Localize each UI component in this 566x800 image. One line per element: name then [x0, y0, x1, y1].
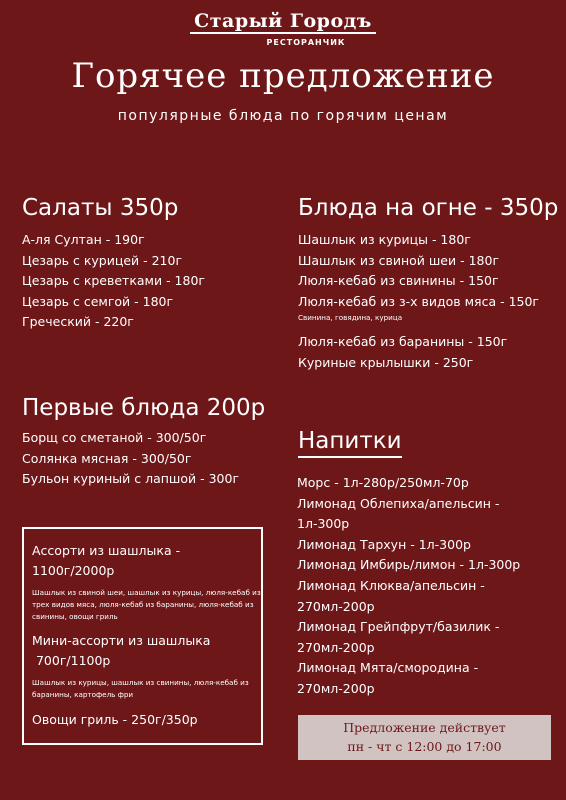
- mini-assorti-title: Мини-ассорти из шашлыка: [32, 633, 211, 648]
- list-item: Цезарь с семгой - 180г: [22, 293, 174, 309]
- list-item: Лимонад Мята/смородина -: [297, 660, 479, 676]
- list-item: Лимонад Тархун - 1л-300р: [297, 536, 471, 552]
- salads-list: [22, 230, 205, 333]
- offer-box: [298, 715, 551, 760]
- assorti-title: Ассорти из шашлыка - 1100г/2000р: [32, 543, 181, 578]
- list-item: Шашлык из свиной шеи - 180г: [298, 252, 500, 268]
- list-item: Лимонад Клюква/апельсин -: [297, 577, 485, 593]
- list-item: Лимонад Имбирь/лимон - 1л-300р: [297, 557, 521, 573]
- list-item: Люля-кебаб из баранины - 150г: [298, 334, 508, 349]
- list-item: Люля-кебаб из з-х видов мяса - 150г: [298, 293, 539, 309]
- grill-list: [298, 230, 539, 323]
- drinks-title-text: Напитки: [298, 428, 402, 458]
- first-courses-list: [22, 428, 239, 490]
- brand-name: Старый Городъ: [190, 10, 376, 34]
- combo-box: [22, 527, 263, 745]
- list-item: Шашлык из курицы - 180г: [298, 232, 471, 247]
- list-item: Борщ со сметаной - 300/50г: [22, 430, 207, 445]
- salads-title: Салаты 350р: [22, 195, 179, 221]
- mini-assorti-note: Шашлык из курицы, шашлык из свинины, люля-кебаб из баранины, картофель фри: [32, 678, 249, 699]
- grill-title: Блюда на огне - 350р: [298, 195, 559, 221]
- list-item: Лимонад Облепиха/апельсин -: [297, 495, 500, 511]
- list-item: Бульон куриный с лапшой - 300г: [22, 471, 240, 487]
- page-title: Горячее предложение: [71, 56, 495, 96]
- page-subtitle: популярные блюда по горячим ценам: [117, 108, 449, 124]
- list-item: Цезарь с курицей - 210г: [22, 252, 183, 268]
- grill-note: Свинина, говядина, курица: [298, 313, 403, 323]
- offer-line-2: пн - чт с 12:00 до 17:00: [347, 739, 502, 754]
- list-item: Цезарь с креветками - 180г: [22, 273, 205, 289]
- drinks-title: [298, 428, 402, 458]
- list-item: Морс - 1л-280р/250мл-70р: [297, 475, 469, 490]
- list-item: А-ля Султан - 190г: [22, 232, 145, 247]
- list-item: Куриные крылышки - 250г: [298, 354, 474, 370]
- grill-list-more: [298, 332, 507, 373]
- grilled-vegetables-title: Овощи гриль - 250г/350р: [32, 712, 198, 727]
- offer-line-1: Предложение действует: [343, 720, 506, 735]
- list-item: 270мл-200р: [297, 680, 375, 696]
- list-item: 1л-300р: [297, 516, 350, 532]
- first-courses-title: Первые блюда 200р: [22, 395, 266, 421]
- list-item: 270мл-200р: [297, 598, 375, 614]
- drinks-list: [297, 473, 520, 700]
- list-item: Люля-кебаб из свинины - 150г: [298, 273, 499, 289]
- brand-subtitle: РЕСТОРАНЧИК: [266, 38, 346, 47]
- list-item: 270мл-200р: [297, 639, 375, 655]
- list-item: Греческий - 220г: [22, 314, 134, 330]
- mini-assorti-price: 700г/1100р: [32, 653, 111, 668]
- brand-logo: [0, 10, 566, 32]
- assorti-note: Шашлык из свиной шеи, шашлык из курицы, люля-кебаб из трех видов мяса, люля-кебаб из баранины, люля-кебаб из свинины, овощи гриль: [32, 588, 261, 621]
- list-item: Лимонад Грейпфрут/базилик -: [297, 619, 500, 635]
- list-item: Солянка мясная - 300/50г: [22, 450, 192, 466]
